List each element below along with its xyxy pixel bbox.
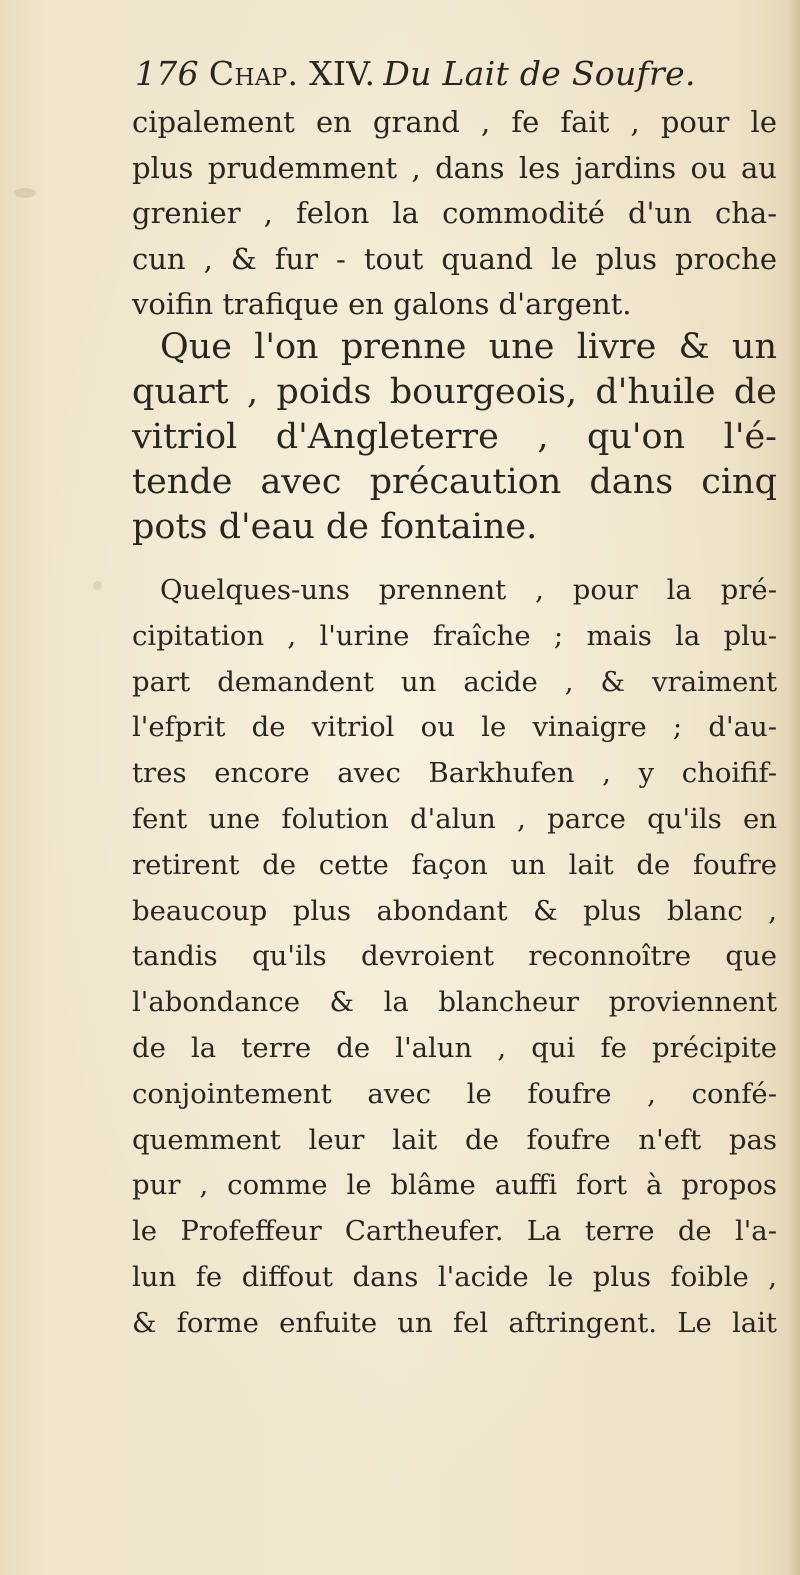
text-line: retirent de cette façon un lait de foufre <box>132 848 777 881</box>
text-line: part demandent un acide , & vraiment <box>132 665 777 698</box>
text-line: cun , & fur - tout quand le plus proche <box>132 241 777 276</box>
text-line: quart , poids bourgeois, d'huile de <box>132 372 777 412</box>
page-edge-shadow <box>786 0 800 1575</box>
text-line: pur , comme le blâme auffi fort à propos <box>132 1169 777 1202</box>
text-line: fent une folution d'alun , parce qu'ils en <box>132 802 777 835</box>
text-line: conjointement avec le foufre , confé- <box>132 1077 777 1110</box>
text-line: cipalement en grand , fe fait , pour le <box>132 105 777 139</box>
paper-stain <box>14 188 36 198</box>
text-line: cipitation , l'urine fraîche ; mais la plu- <box>132 619 777 652</box>
text-line: beaucoup plus abondant & plus blanc , <box>132 894 777 927</box>
paragraph-3 <box>132 568 777 1347</box>
text-line: Quelques-uns prennent , pour la pré- <box>160 574 777 606</box>
text-line: vitriol d'Angleterre , qu'on l'é- <box>132 417 777 457</box>
text-line: plus prudemment , dans les jardins ou au <box>132 150 777 185</box>
chapter-label: Chap. XIV. <box>208 54 376 93</box>
text-line: pots d'eau de fontaine. <box>132 507 538 547</box>
text-line: le Profeffeur Cartheufer. La terre de l'a- <box>132 1215 777 1248</box>
text-line: quemment leur lait de foufre n'eft pas <box>132 1123 777 1156</box>
text-line: lun fe diffout dans l'acide le plus foible , <box>132 1260 777 1293</box>
text-line: tandis qu'ils devroient reconnoître que <box>132 940 777 973</box>
running-header <box>135 48 775 100</box>
text-line: tres encore avec Barkhufen , y choifif- <box>132 757 777 790</box>
text-line: de la terre de l'alun , qui fe précipite <box>132 1031 777 1064</box>
chapter-title: Du Lait de Soufre. <box>383 54 696 93</box>
text-line: l'abondance & la blancheur proviennent <box>132 986 777 1019</box>
page-number: 176 <box>135 54 199 93</box>
text-line: Que l'on prenne une livre & un <box>160 327 777 367</box>
text-line: voifin trafique en galons d'argent. <box>132 287 632 321</box>
paragraph-2 <box>132 325 777 550</box>
paragraph-1 <box>132 100 777 328</box>
paper-stain <box>93 581 102 590</box>
text-line: tende avec précaution dans cinq <box>132 462 777 502</box>
text-line: & forme enfuite un fel aftringent. Le lait <box>132 1306 777 1339</box>
text-line: l'efprit de vitriol ou le vinaigre ; d'au- <box>132 711 777 744</box>
text-line: grenier , felon la commodité d'un cha- <box>132 196 777 230</box>
